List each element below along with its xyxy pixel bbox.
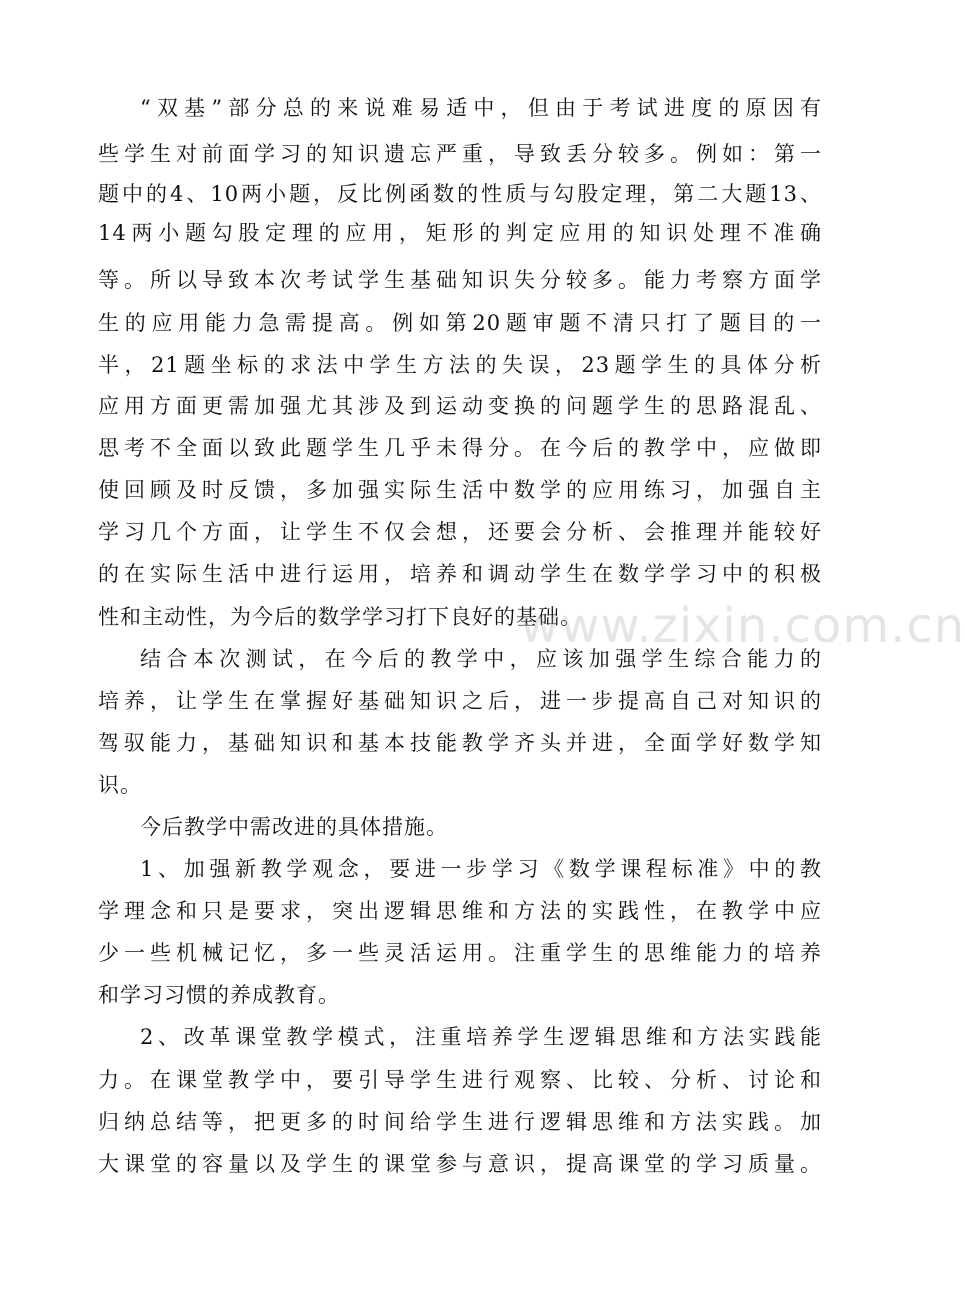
text-line: 归纳总结等，把更多的时间给学生进行逻辑思维和方法实践。加 xyxy=(98,1110,822,1134)
text-line: 今后教学中需改进的具体措施。 xyxy=(140,815,448,839)
text-line: 学习几个方面，让学生不仅会想，还要会分析、会推理并能较好 xyxy=(98,520,822,544)
text-line: 1、加强新教学观念，要进一步学习《数学课程标准》中的教 xyxy=(140,857,822,881)
text-line: 学理念和只是要求，突出逻辑思维和方法的实践性，在教学中应 xyxy=(98,899,822,923)
text-line: 和学习习惯的养成教育。 xyxy=(98,983,340,1007)
text-line: 力。在课堂教学中，要引导学生进行观察、比较、分析、讨论和 xyxy=(98,1068,822,1092)
text-line: 识。 xyxy=(98,773,142,797)
text-line: 性和主动性，为今后的数学学习打下良好的基础。 xyxy=(98,605,582,629)
text-line: 2、改革课堂教学模式，注重培养学生逻辑思维和方法实践能 xyxy=(140,1025,822,1049)
text-line: “双基”部分总的来说难易适中，但由于考试进度的原因有 xyxy=(140,96,822,120)
text-line: 结合本次测试，在今后的教学中，应该加强学生综合能力的 xyxy=(140,647,822,671)
text-line: 些学生对前面学习的知识遗忘严重，导致丢分较多。例如：第一 xyxy=(98,142,822,166)
text-line: 使回顾及时反馈，多加强实际生活中数学的应用练习，加强自主 xyxy=(98,478,822,502)
text-line: 应用方面更需加强尤其涉及到运动变换的问题学生的思路混乱、 xyxy=(98,394,822,418)
text-line: 少一些机械记忆，多一些灵活运用。注重学生的思维能力的培养 xyxy=(98,941,822,965)
text-line: 生的应用能力急需提高。例如第20题审题不清只打了题目的一 xyxy=(98,311,822,335)
text-line: 大课堂的容量以及学生的课堂参与意识，提高课堂的学习质量。 xyxy=(98,1152,822,1176)
text-line: 14两小题勾股定理的应用，矩形的判定应用的知识处理不准确 xyxy=(98,221,822,245)
text-line: 驾驭能力，基础知识和基本技能教学齐头并进，全面学好数学知 xyxy=(98,731,822,755)
text-line: 思考不全面以致此题学生几乎未得分。在今后的教学中，应做即 xyxy=(98,436,822,460)
watermark-text: www.zixin.com.cn xyxy=(520,598,965,654)
text-line: 题中的4、10两小题，反比例函数的性质与勾股定理，第二大题13、 xyxy=(98,182,822,206)
text-line: 半，21题坐标的求法中学生方法的失误，23题学生的具体分析 xyxy=(98,353,822,377)
text-line: 等。所以导致本次考试学生基础知识失分较多。能力考察方面学 xyxy=(98,268,822,292)
text-line: 培养，让学生在掌握好基础知识之后，进一步提高自己对知识的 xyxy=(98,689,822,713)
text-line: 的在实际生活中进行运用，培养和调动学生在数学学习中的积极 xyxy=(98,562,822,586)
